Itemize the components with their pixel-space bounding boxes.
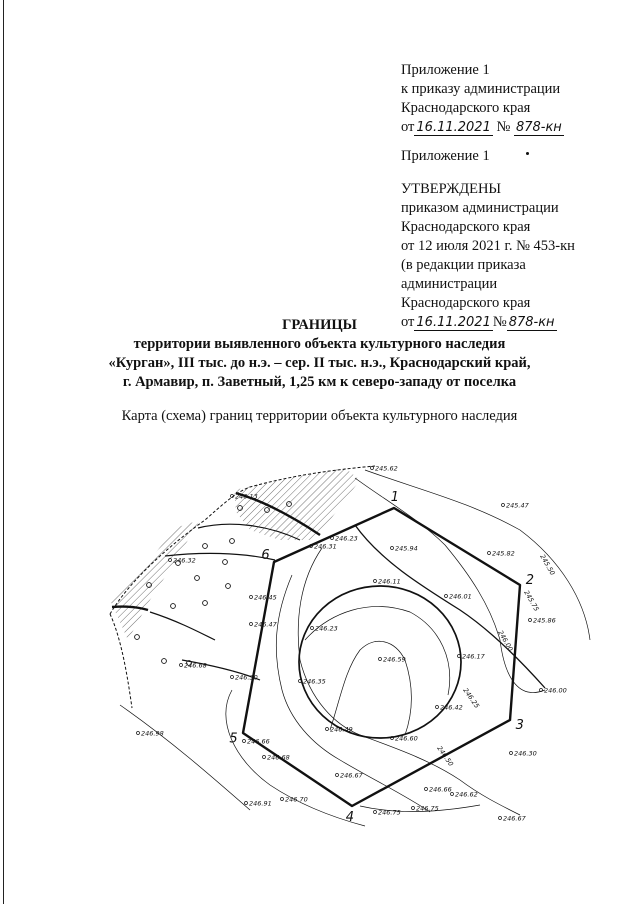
elevation-label: 245.94	[395, 544, 418, 553]
elevation-point	[488, 552, 491, 555]
appendix-previous-title: Приложение 1	[401, 148, 490, 164]
elevation-mark	[263, 754, 290, 762]
elevation-mark	[391, 735, 418, 743]
elevation-point	[412, 807, 415, 810]
elevation-label: 246.62	[455, 790, 478, 799]
appendix-current-line: Краснодарского края	[401, 100, 531, 116]
elevation-point	[529, 619, 532, 622]
heading-title: ГРАНИЦЫ	[282, 317, 357, 333]
elevation-mark	[499, 815, 527, 823]
elevation-mark	[245, 800, 272, 808]
approval-line: (в редакции приказа	[401, 257, 526, 273]
elevation-point	[374, 811, 377, 814]
heading-line: территории выявленного объекта культурного наследия	[133, 336, 506, 352]
elevation-point	[379, 658, 382, 661]
elevation-label: 246.70	[285, 795, 308, 804]
elevation-mark	[412, 805, 439, 813]
elevation-label: 245.82	[492, 549, 515, 558]
elevation-label: 246.67	[503, 814, 526, 823]
appendix-current-line: Приложение 1	[401, 62, 490, 78]
elevation-label: 246.00	[544, 686, 567, 695]
contour-label: 245.50	[538, 553, 557, 577]
heading-line: г. Армавир, п. Заветный, 1,25 км к северо-западу от поселка	[122, 374, 517, 390]
contour-label: 246.50	[435, 744, 455, 768]
elevation-label: 246.42	[440, 703, 463, 712]
elevation-label: 246.66	[429, 785, 452, 794]
elevation-mark	[510, 750, 537, 758]
elevation-mark	[180, 662, 207, 670]
elevation-mark	[250, 621, 278, 629]
elevation-point	[180, 664, 183, 667]
elevation-mark	[169, 557, 196, 565]
vertex-label: 3	[515, 718, 524, 734]
elevation-mark	[326, 726, 353, 734]
elevation-mark	[391, 545, 418, 553]
ink-dot	[526, 152, 529, 155]
hatched-area	[234, 468, 360, 540]
elevation-label: 245.47	[506, 501, 529, 510]
elevation-point	[250, 596, 253, 599]
elevation-mark	[529, 617, 556, 625]
elevation-label: 246.47	[254, 620, 277, 629]
elevation-point	[502, 504, 505, 507]
elevation-point	[250, 623, 253, 626]
elevation-label: 246.91	[249, 799, 272, 808]
elevation-label: 246.68	[184, 661, 207, 670]
elevation-point	[371, 467, 374, 470]
vertex-label: 2	[525, 573, 535, 589]
approval-line: администрации	[401, 276, 498, 292]
elevation-label: 246.30	[235, 673, 258, 682]
appendix-previous-block	[401, 147, 490, 166]
boundary-map	[0, 440, 639, 904]
elevation-mark	[250, 594, 277, 602]
elevation-point	[499, 817, 502, 820]
mound-circle	[299, 586, 461, 738]
vertex-label: 4	[345, 809, 355, 825]
elevation-mark	[502, 502, 530, 510]
elevation-label: 246.31	[314, 542, 337, 551]
elevation-mark	[336, 772, 364, 780]
approval-block	[401, 180, 575, 332]
elevation-point	[231, 676, 234, 679]
elevation-mark	[137, 730, 164, 738]
elevation-mark	[311, 625, 338, 633]
elevation-label: 246.98	[141, 729, 164, 738]
handwritten-number: 878-кн	[508, 315, 555, 330]
elevation-label: 246.45	[254, 593, 277, 602]
elevation-point	[436, 706, 439, 709]
elevation-point	[243, 740, 246, 743]
appendix-current-line: к приказу администрации	[401, 81, 561, 97]
elevation-mark	[451, 791, 478, 799]
elevation-label: 246.60	[395, 734, 418, 743]
elevation-point	[137, 732, 140, 735]
elevation-mark	[371, 465, 398, 473]
elevation-label: 246.75	[378, 808, 401, 817]
elevation-label: 246.01	[449, 592, 472, 601]
elevation-point	[281, 798, 284, 801]
vertex-label: 5	[229, 731, 238, 747]
elevation-point	[311, 627, 314, 630]
approval-line: Краснодарского края	[401, 295, 531, 311]
elevation-label: 246.59	[383, 655, 406, 664]
contour-label: 246.25	[461, 686, 481, 710]
elevation-label: 246.23	[335, 534, 358, 543]
elevation-label: 246.75	[416, 804, 439, 813]
date-prefix: от	[401, 119, 415, 135]
elevation-mark	[379, 656, 406, 664]
elevation-point	[451, 793, 454, 796]
elevation-mark	[540, 687, 567, 695]
elevation-label: 246.67	[340, 771, 363, 780]
vertex-label: 1	[390, 490, 400, 506]
elevation-label: 246.30	[514, 749, 537, 758]
map-caption: Карта (схема) границ территории объекта культурного наследия	[121, 408, 518, 424]
hatched-area	[110, 520, 200, 640]
elevation-label: 246.17	[462, 652, 485, 661]
elevation-mark	[281, 796, 308, 804]
elevation-point	[326, 728, 329, 731]
elevation-point	[391, 547, 394, 550]
elevation-label: 246.68	[267, 753, 290, 762]
elevation-mark	[231, 674, 258, 682]
contour-label: 245.75	[522, 589, 541, 613]
elevation-mark	[436, 704, 463, 712]
elevation-label: 246.11	[378, 577, 401, 586]
elevation-point	[445, 595, 448, 598]
contour-label: 246.00	[496, 629, 515, 653]
approval-line: от 12 июля 2021 г. № 453-кн	[401, 238, 575, 254]
elevation-mark	[310, 543, 337, 551]
number-prefix: №	[492, 314, 507, 330]
elevation-label: 246.49	[330, 725, 353, 734]
vertex-label: 6	[261, 547, 270, 563]
elevation-label: 246.32	[173, 556, 196, 565]
elevation-mark	[299, 678, 326, 686]
elevation-mark	[445, 593, 472, 601]
elevation-point	[374, 580, 377, 583]
elevation-point	[245, 802, 248, 805]
date-prefix: от	[401, 314, 415, 330]
approval-line: УТВЕРЖДЕНЫ	[401, 181, 502, 197]
elevation-mark	[374, 578, 401, 586]
appendix-current-block	[401, 61, 564, 137]
elevation-point	[510, 752, 513, 755]
elevation-mark	[458, 653, 486, 661]
elevation-mark	[243, 738, 270, 746]
elevation-label: 246.35	[303, 677, 326, 686]
elevation-mark	[231, 493, 258, 501]
approval-line: Краснодарского края	[401, 219, 531, 235]
heading-line: «Курган», III тыс. до н.э. – сер. II тыс. н.э., Краснодарский край,	[108, 355, 531, 371]
approval-line: приказом администрации	[401, 200, 559, 216]
elevation-label: 246.13	[235, 492, 258, 501]
neighbour-line	[150, 612, 215, 640]
elevation-label: 245.62	[375, 464, 398, 473]
elevation-mark	[374, 809, 401, 817]
elevation-label: 246.23	[315, 624, 338, 633]
appendix-current-date-line	[401, 118, 564, 137]
elevation-mark	[425, 786, 452, 794]
number-prefix: №	[496, 119, 511, 135]
handwritten-number: 878-кн	[515, 120, 562, 135]
document-heading	[0, 316, 639, 392]
handwritten-date: 16.11.2021	[416, 315, 491, 330]
handwritten-date: 16.11.2021	[416, 120, 491, 135]
elevation-mark	[331, 535, 358, 543]
elevation-label: 245.86	[533, 616, 556, 625]
elevation-mark	[488, 550, 515, 558]
elevation-point	[263, 756, 266, 759]
elevation-label: 246.66	[247, 737, 270, 746]
elevation-point	[336, 774, 339, 777]
elevation-point	[425, 788, 428, 791]
